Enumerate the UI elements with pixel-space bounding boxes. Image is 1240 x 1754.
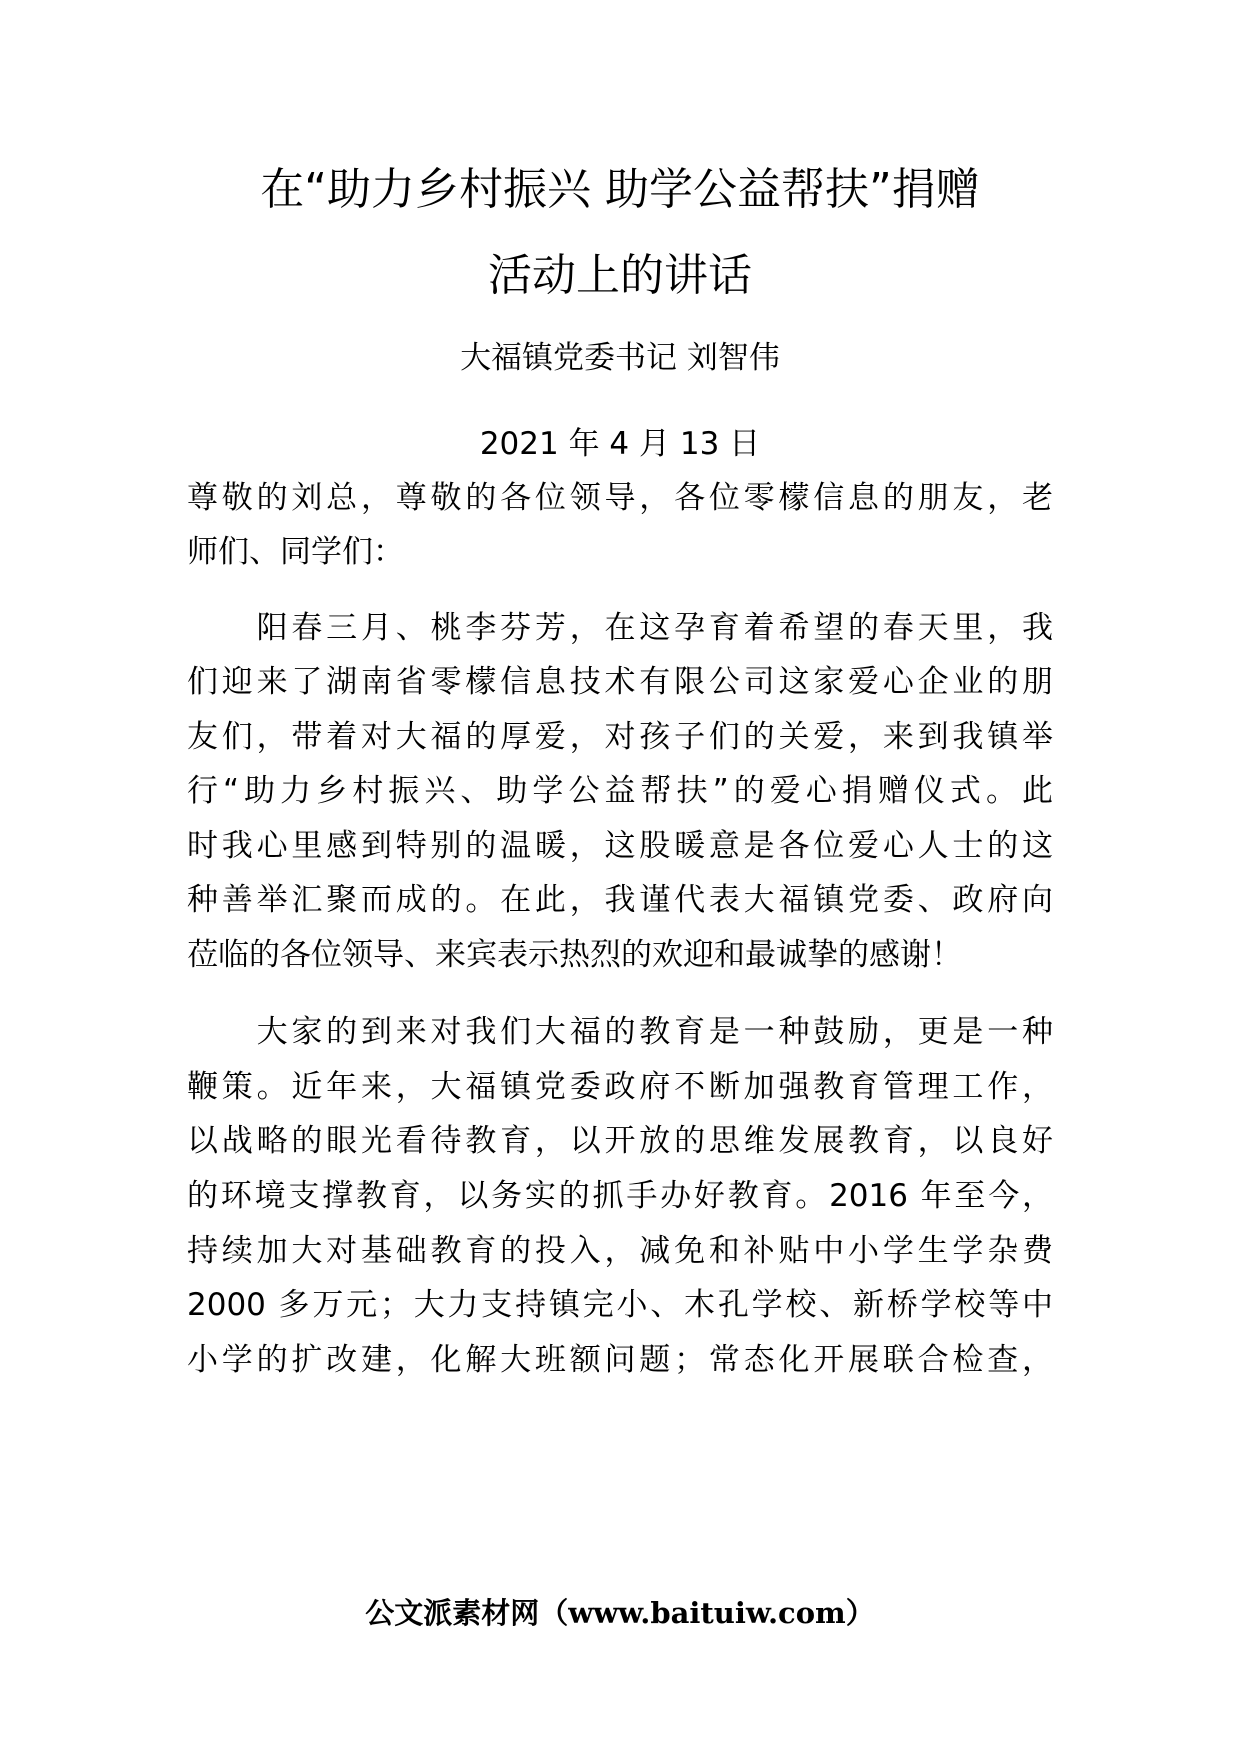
- footer-watermark: 公文派素材网（www.baituiw.com）: [365, 1596, 875, 1630]
- paragraph-2-line: 的环境支撑教育，以务实的抓手办好教育。2016 年至今，: [187, 1178, 1053, 1214]
- paragraph-1-line: 阳春三月、桃李芬芳，在这孕育着希望的春天里，我: [187, 610, 1053, 646]
- salutation-line: 师们、同学们：: [187, 534, 404, 570]
- paragraph-2-line: 小学的扩改建，化解大班额问题；常态化开展联合检查，: [187, 1342, 1053, 1378]
- paragraph-1-line: 莅临的各位领导、来宾表示热烈的欢迎和最诚挚的感谢！: [187, 937, 962, 973]
- paragraph-2-line: 以战略的眼光看待教育，以开放的思维发展教育，以良好: [187, 1123, 1053, 1159]
- document-date: 2021 年 4 月 13 日: [479, 426, 761, 462]
- paragraph-2-line: 鞭策。近年来，大福镇党委政府不断加强教育管理工作，: [187, 1069, 1053, 1105]
- paragraph-2-line: 2000 多万元；大力支持镇完小、木孔学校、新桥学校等中: [187, 1287, 1053, 1323]
- paragraph-1-line: 友们，带着对大福的厚爱，对孩子们的关爱，来到我镇举: [187, 719, 1053, 755]
- paragraph-2-line: 持续加大对基础教育的投入，减免和补贴中小学生学杂费: [187, 1233, 1053, 1269]
- paragraph-1-line: 种善举汇聚而成的。在此，我谨代表大福镇党委、政府向: [187, 882, 1053, 918]
- paragraph-1-line: 行“助力乡村振兴、助学公益帮扶”的爱心捐赠仪式。此: [187, 773, 1053, 809]
- document-title-line-2: 活动上的讲话: [488, 250, 752, 301]
- paragraph-2-line: 大家的到来对我们大福的教育是一种鼓励，更是一种: [187, 1014, 1053, 1050]
- document-title-line-1: 在“助力乡村振兴 助学公益帮扶”捐赠: [260, 164, 980, 215]
- salutation-line: 尊敬的刘总，尊敬的各位领导，各位零檬信息的朋友，老: [187, 480, 1053, 516]
- paragraph-1-line: 们迎来了湖南省零檬信息技术有限公司这家爱心企业的朋: [187, 664, 1053, 700]
- paragraph-1-line: 时我心里感到特别的温暖，这股暖意是各位爱心人士的这: [187, 828, 1053, 864]
- document-author: 大福镇党委书记 刘智伟: [460, 340, 780, 376]
